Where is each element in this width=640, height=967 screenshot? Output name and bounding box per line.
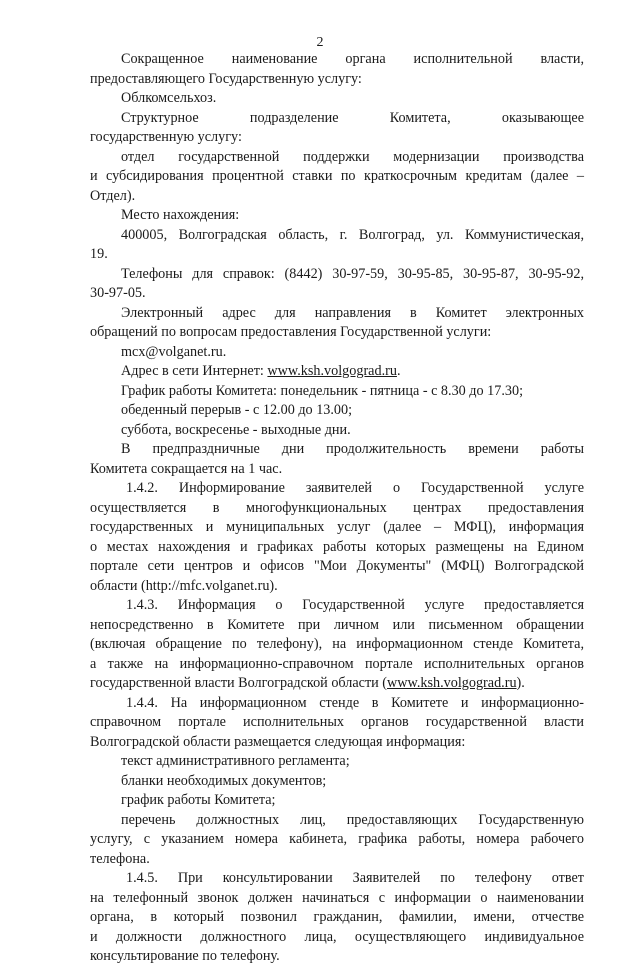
text-line: и должности должностного лица, осуществляющего индивидуальное — [90, 928, 584, 945]
text-line: а также на информационно-справочном портале исполнительных органов — [90, 655, 584, 672]
website-line — [90, 362, 584, 382]
section-1-4-2: 1.4.2. Информирование заявителей о Государственной услуге — [126, 480, 584, 496]
list-item: перечень должностных лиц, предоставляющих Государственную — [121, 811, 584, 828]
text-line: В предпраздничные дни продолжительность времени работы — [121, 441, 584, 457]
email-address: mcx@volganet.ru. — [121, 343, 227, 360]
list-item: график работы Комитета; — [121, 792, 276, 808]
text-line: обращений по вопросам предоставления Государственной услуги: — [90, 324, 492, 340]
text-line: на телефонный звонок должен начинаться с информации о наименовании — [90, 889, 584, 906]
text-line: Отдел). — [90, 187, 136, 204]
text-line: телефона. — [90, 850, 150, 867]
schedule-line: суббота, воскресенье - выходные дни. — [121, 421, 351, 438]
text-line — [90, 674, 584, 694]
text-line: Сокращенное наименование органа исполнительной власти, — [121, 51, 584, 67]
text-line: 30-97-05. — [90, 285, 146, 301]
text-line: отдел государственной поддержки модернизации производства — [121, 148, 584, 165]
schedule-line: График работы Комитета: понедельник - пятница - с 8.30 до 17.30; — [121, 382, 524, 399]
text-line: услугу, с указанием номера кабинета, графика работы, номера рабочего — [90, 831, 584, 847]
list-item: текст административного регламента; — [121, 753, 350, 769]
text-line: о местах нахождения и графиках работы которых размещены на Едином — [90, 538, 584, 555]
text-line: органа, в который позвонил гражданин, фамилии, имени, отчестве — [90, 909, 584, 925]
text-line: предоставляющего Государственную услугу: — [90, 70, 362, 87]
text-line: 400005, Волгоградская область, г. Волгоград, ул. Коммунистическая, — [121, 226, 584, 243]
text-line: консультирование по телефону. — [90, 948, 280, 964]
website-link[interactable]: www.ksh.volgograd.ru — [387, 675, 517, 691]
text-line: портале сети центров и офисов "Мои Документы" (МФЦ) Волгоградской — [90, 558, 584, 574]
document-body — [90, 50, 584, 967]
text-line: (включая обращение по телефону), на информационном стенде Комитета, — [90, 636, 584, 652]
section-1-4-3: 1.4.3. Информация о Государственной услуге предоставляется — [126, 597, 584, 613]
text-line: справочном портале исполнительных органов государственной власти — [90, 714, 584, 730]
website-suffix: . — [396, 363, 401, 379]
text-line: области (http://mfc.volganet.ru). — [90, 577, 278, 594]
schedule-line: обеденный перерыв - с 12.00 до 13.00; — [121, 402, 353, 418]
website-label: Адрес в сети Интернет: — [121, 363, 268, 379]
text-line: и субсидирования процентной ставки по краткосрочным кредитам (далее – — [90, 168, 584, 184]
section-1-4-5: 1.4.5. При консультировании Заявителей по телефону ответ — [126, 870, 584, 886]
text-line: Волгоградской области размещается следующая информация: — [90, 733, 466, 750]
text-line: непосредственно в Комитете при личном или письменном обращении — [90, 616, 584, 633]
text-line: Телефоны для справок: (8442) 30-97-59, 30-95-85, 30-95-87, 30-95-92, — [121, 265, 584, 282]
text-line: осуществляется в многофункциональных центрах предоставления — [90, 499, 584, 516]
text-line: Место нахождения: — [121, 207, 240, 223]
text-line: государственных и муниципальных услуг (далее – МФЦ), информация — [90, 519, 584, 535]
text-fragment: государственной власти Волгоградской области ( — [90, 675, 388, 691]
text-line: Комитета сокращается на 1 час. — [90, 460, 283, 477]
text-line: Облкомсельхоз. — [121, 90, 217, 106]
section-1-4-4: 1.4.4. На информационном стенде в Комитете и информационно- — [126, 694, 584, 711]
page-number: 2 — [316, 35, 324, 50]
text-line: Электронный адрес для направления в Комитет электронных — [121, 304, 584, 321]
text-fragment: ). — [516, 675, 525, 691]
text-line: 19. — [90, 246, 108, 262]
text-line: Структурное подразделение Комитета, оказывающее — [121, 109, 584, 126]
list-item: бланки необходимых документов; — [121, 772, 327, 789]
website-link[interactable]: www.ksh.volgograd.ru — [267, 363, 397, 379]
text-line: государственную услугу: — [90, 129, 242, 145]
